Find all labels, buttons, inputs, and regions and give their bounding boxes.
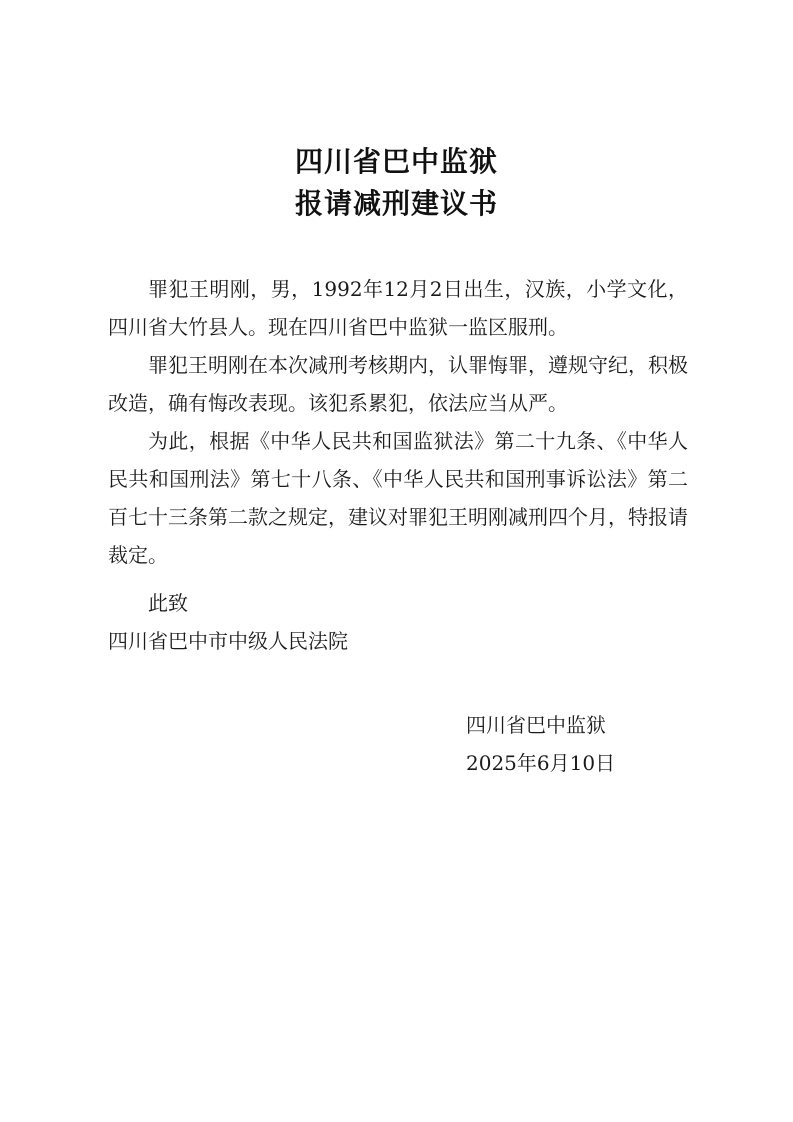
recipient-court: 四川省巴中市中级人民法院 <box>108 629 348 653</box>
document-title-line2: 报请减刑建议书 <box>294 187 498 220</box>
document-title-line1: 四川省巴中监狱 <box>294 145 498 178</box>
signature-organization: 四川省巴中监狱 <box>466 713 606 737</box>
paragraph-text: 罪犯王明刚在本次减刑考核期内，认罪悔罪，遵规守纪，积极改造，确有悔改表现。该犯系累犯，依法应当从严。 <box>108 353 688 415</box>
paragraph-assessment <box>108 346 688 422</box>
paragraph-legal-basis <box>108 422 688 574</box>
paragraph-text: 罪犯王明刚，男，1992年12月2日出生，汉族，小学文化，四川省大竹县人。现在四川省巴中监狱一监区服刑。 <box>108 277 688 339</box>
paragraph-text: 为此，根据《中华人民共和国监狱法》第二十九条、《中华人民共和国刑法》第七十八条、《中华人民共和国刑事诉讼法》第二百七十三条第二款之规定，建议对罪犯王明刚减刑四个月，特报请裁定。 <box>108 429 688 567</box>
signature-date: 2025年6月10日 <box>466 751 616 775</box>
paragraph-criminal-info <box>108 270 688 346</box>
salutation: 此致 <box>148 591 188 615</box>
